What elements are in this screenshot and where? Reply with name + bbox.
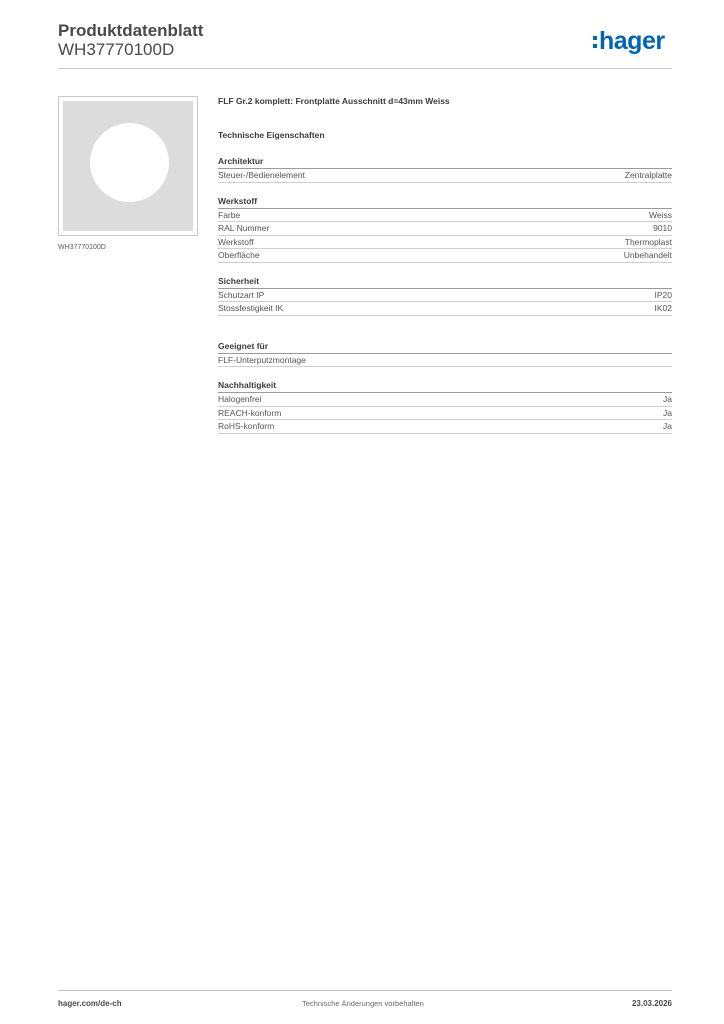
property-label: FLF-Unterputzmontage xyxy=(218,354,306,365)
property-value: IK02 xyxy=(654,303,672,313)
group-title: Werkstoff xyxy=(218,195,672,209)
product-image xyxy=(58,96,198,236)
group-sicherheit xyxy=(218,275,672,316)
footer-date: 23.03.2026 xyxy=(631,999,672,1008)
footer-notice: Technische Änderungen vorbehalten xyxy=(302,999,424,1008)
property-label: RoHS-konform xyxy=(218,421,275,431)
group-nachhaltigkeit xyxy=(218,379,672,434)
property-label: REACH-konform xyxy=(218,407,282,418)
group-title: Architektur xyxy=(218,155,672,169)
group-title: Nachhaltigkeit xyxy=(218,379,672,393)
property-row xyxy=(218,420,672,434)
group-title: Geeignet für xyxy=(218,340,672,354)
property-row xyxy=(218,302,672,316)
property-label: Werkstoff xyxy=(218,236,254,247)
property-value: Weiss xyxy=(649,209,672,220)
footer-website-link[interactable]: hager.com/de-ch xyxy=(58,999,122,1008)
property-value: Thermoplast xyxy=(624,236,672,247)
property-label: Halogenfrei xyxy=(218,394,262,404)
property-value: Ja xyxy=(663,421,672,431)
property-label: Steuer-/Bedienelement xyxy=(218,170,305,180)
property-row xyxy=(218,169,672,183)
plate-cutout-circle xyxy=(90,123,169,202)
property-row xyxy=(218,209,672,223)
product-image-caption: WH37770100D xyxy=(58,244,106,251)
property-value: IP20 xyxy=(654,289,672,300)
group-architektur xyxy=(218,155,672,183)
property-row xyxy=(218,407,672,421)
property-label: Oberfläche xyxy=(218,250,260,260)
property-label: RAL Nummer xyxy=(218,223,270,233)
property-value: Zentralplatte xyxy=(624,170,672,180)
property-value: Ja xyxy=(663,394,672,404)
logo-text: hager xyxy=(599,27,665,55)
property-row xyxy=(218,354,672,368)
footer-divider xyxy=(58,990,672,991)
section-title: Technische Eigenschaften xyxy=(218,130,325,140)
property-row xyxy=(218,222,672,236)
page-title: Produktdatenblatt xyxy=(58,21,204,40)
hager-logo xyxy=(593,26,665,56)
product-title: FLF Gr.2 komplett: Frontplatte Ausschnitt d=43mm Weiss xyxy=(218,96,450,106)
product-code: WH37770100D xyxy=(58,40,175,59)
property-value: Unbehandelt xyxy=(623,250,672,260)
property-row xyxy=(218,236,672,250)
front-plate-shape xyxy=(63,101,193,231)
property-row xyxy=(218,249,672,263)
group-geeignet-fuer xyxy=(218,340,672,368)
property-label: Farbe xyxy=(218,209,241,220)
property-label: Schutzart IP xyxy=(218,289,265,300)
property-row xyxy=(218,289,672,303)
property-value: Ja xyxy=(663,407,672,418)
property-label: Stossfestigkeit IK xyxy=(218,303,284,313)
group-title: Sicherheit xyxy=(218,275,672,289)
property-row xyxy=(218,393,672,407)
property-value: 9010 xyxy=(653,223,672,233)
product-details xyxy=(218,96,672,434)
logo-dots-icon xyxy=(593,36,598,52)
group-werkstoff xyxy=(218,195,672,263)
header-divider xyxy=(58,68,672,69)
